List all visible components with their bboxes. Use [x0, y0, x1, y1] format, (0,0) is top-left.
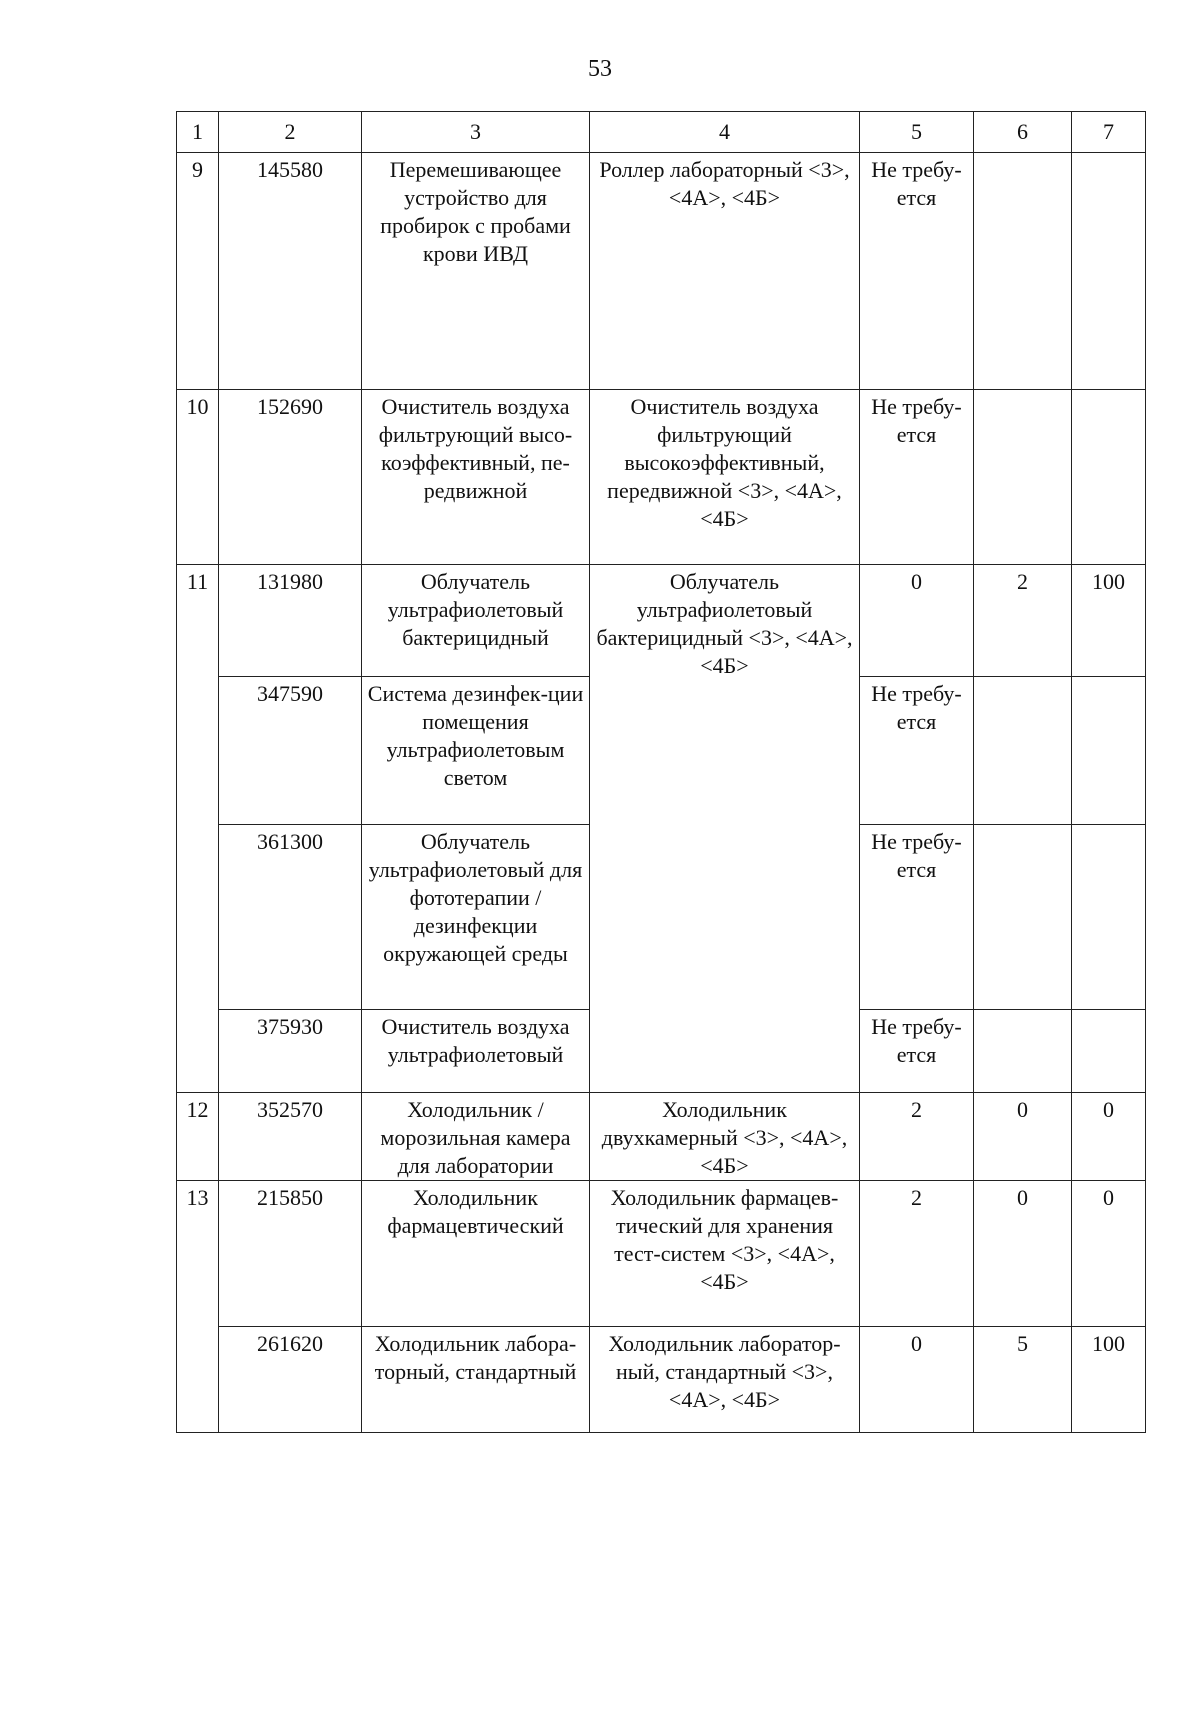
code-cell: 347590 — [219, 677, 362, 825]
table-row — [177, 1093, 1146, 1181]
name-cell: Облучатель ультрафиолетовый для фототерапии / дезинфекции окружающей среды — [362, 825, 590, 1010]
col7-cell — [1072, 677, 1146, 825]
col7-cell: 0 — [1072, 1093, 1146, 1181]
col6-cell: 5 — [974, 1327, 1072, 1433]
col7-cell: 0 — [1072, 1181, 1146, 1327]
table-row — [177, 1327, 1146, 1433]
col7-cell — [1072, 1010, 1146, 1093]
table-header-row — [177, 112, 1146, 153]
equivalent-cell: Холодильник фармацев-тический для хранения тест-систем <3>, <4А>, <4Б> — [590, 1181, 860, 1327]
header-cell: 7 — [1072, 112, 1146, 153]
header-cell: 2 — [219, 112, 362, 153]
col6-cell: 0 — [974, 1093, 1072, 1181]
table-row — [177, 153, 1146, 390]
code-cell: 352570 — [219, 1093, 362, 1181]
code-cell: 215850 — [219, 1181, 362, 1327]
code-cell: 261620 — [219, 1327, 362, 1433]
col5-cell: 2 — [860, 1093, 974, 1181]
col5-cell: Не требу-ется — [860, 390, 974, 565]
table-row — [177, 565, 1146, 677]
header-cell: 6 — [974, 112, 1072, 153]
equivalent-cell: Холодильник лаборатор-ный, стандартный <3>, <4А>, <4Б> — [590, 1327, 860, 1433]
col5-cell: Не требу-ется — [860, 677, 974, 825]
col5-cell: 0 — [860, 1327, 974, 1433]
col6-cell — [974, 825, 1072, 1010]
col5-cell: 0 — [860, 565, 974, 677]
equipment-table — [176, 111, 1146, 1433]
col6-cell: 0 — [974, 1181, 1072, 1327]
col7-cell: 100 — [1072, 1327, 1146, 1433]
col5-cell: 2 — [860, 1181, 974, 1327]
name-cell: Холодильник / морозильная камера для лаборатории — [362, 1093, 590, 1181]
name-cell: Холодильник лабора-торный, стандартный — [362, 1327, 590, 1433]
header-cell: 1 — [177, 112, 219, 153]
code-cell: 361300 — [219, 825, 362, 1010]
code-cell: 375930 — [219, 1010, 362, 1093]
row-number: 11 — [177, 565, 219, 1093]
col7-cell — [1072, 825, 1146, 1010]
col6-cell — [974, 677, 1072, 825]
col6-cell: 2 — [974, 565, 1072, 677]
col7-cell: 100 — [1072, 565, 1146, 677]
row-number: 12 — [177, 1093, 219, 1181]
equivalent-cell: Очиститель воздуха фильтрующий высокоэффективный, передвижной <3>, <4А>, <4Б> — [590, 390, 860, 565]
row-number: 9 — [177, 153, 219, 390]
name-cell: Облучатель ультрафиолетовый бактерицидный — [362, 565, 590, 677]
page-number: 53 — [588, 56, 612, 82]
table-row — [177, 390, 1146, 565]
col5-cell: Не требу-ется — [860, 153, 974, 390]
col7-cell — [1072, 153, 1146, 390]
col6-cell — [974, 1010, 1072, 1093]
col6-cell — [974, 390, 1072, 565]
name-cell: Очиститель воздуха фильтрующий высо-коэффективный, пе-редвижной — [362, 390, 590, 565]
name-cell: Холодильник фармацевтический — [362, 1181, 590, 1327]
col5-cell: Не требу-ется — [860, 1010, 974, 1093]
header-cell: 3 — [362, 112, 590, 153]
code-cell: 131980 — [219, 565, 362, 677]
header-cell: 5 — [860, 112, 974, 153]
row-number: 10 — [177, 390, 219, 565]
row-number: 13 — [177, 1181, 219, 1433]
equivalent-cell: Роллер лабораторный <3>, <4А>, <4Б> — [590, 153, 860, 390]
name-cell: Перемешивающее устройство для пробирок с пробами крови ИВД — [362, 153, 590, 390]
table-row — [177, 1181, 1146, 1327]
code-cell: 145580 — [219, 153, 362, 390]
equivalent-cell: Облучатель ультрафиолетовый бактерицидный <3>, <4А>, <4Б> — [590, 565, 860, 1093]
name-cell: Очиститель воздуха ультрафиолетовый — [362, 1010, 590, 1093]
name-cell: Система дезинфек-ции помещения ультрафиолетовым светом — [362, 677, 590, 825]
code-cell: 152690 — [219, 390, 362, 565]
col5-cell: Не требу-ется — [860, 825, 974, 1010]
equivalent-cell: Холодильник двухкамерный <3>, <4А>, <4Б> — [590, 1093, 860, 1181]
header-cell: 4 — [590, 112, 860, 153]
col7-cell — [1072, 390, 1146, 565]
col6-cell — [974, 153, 1072, 390]
